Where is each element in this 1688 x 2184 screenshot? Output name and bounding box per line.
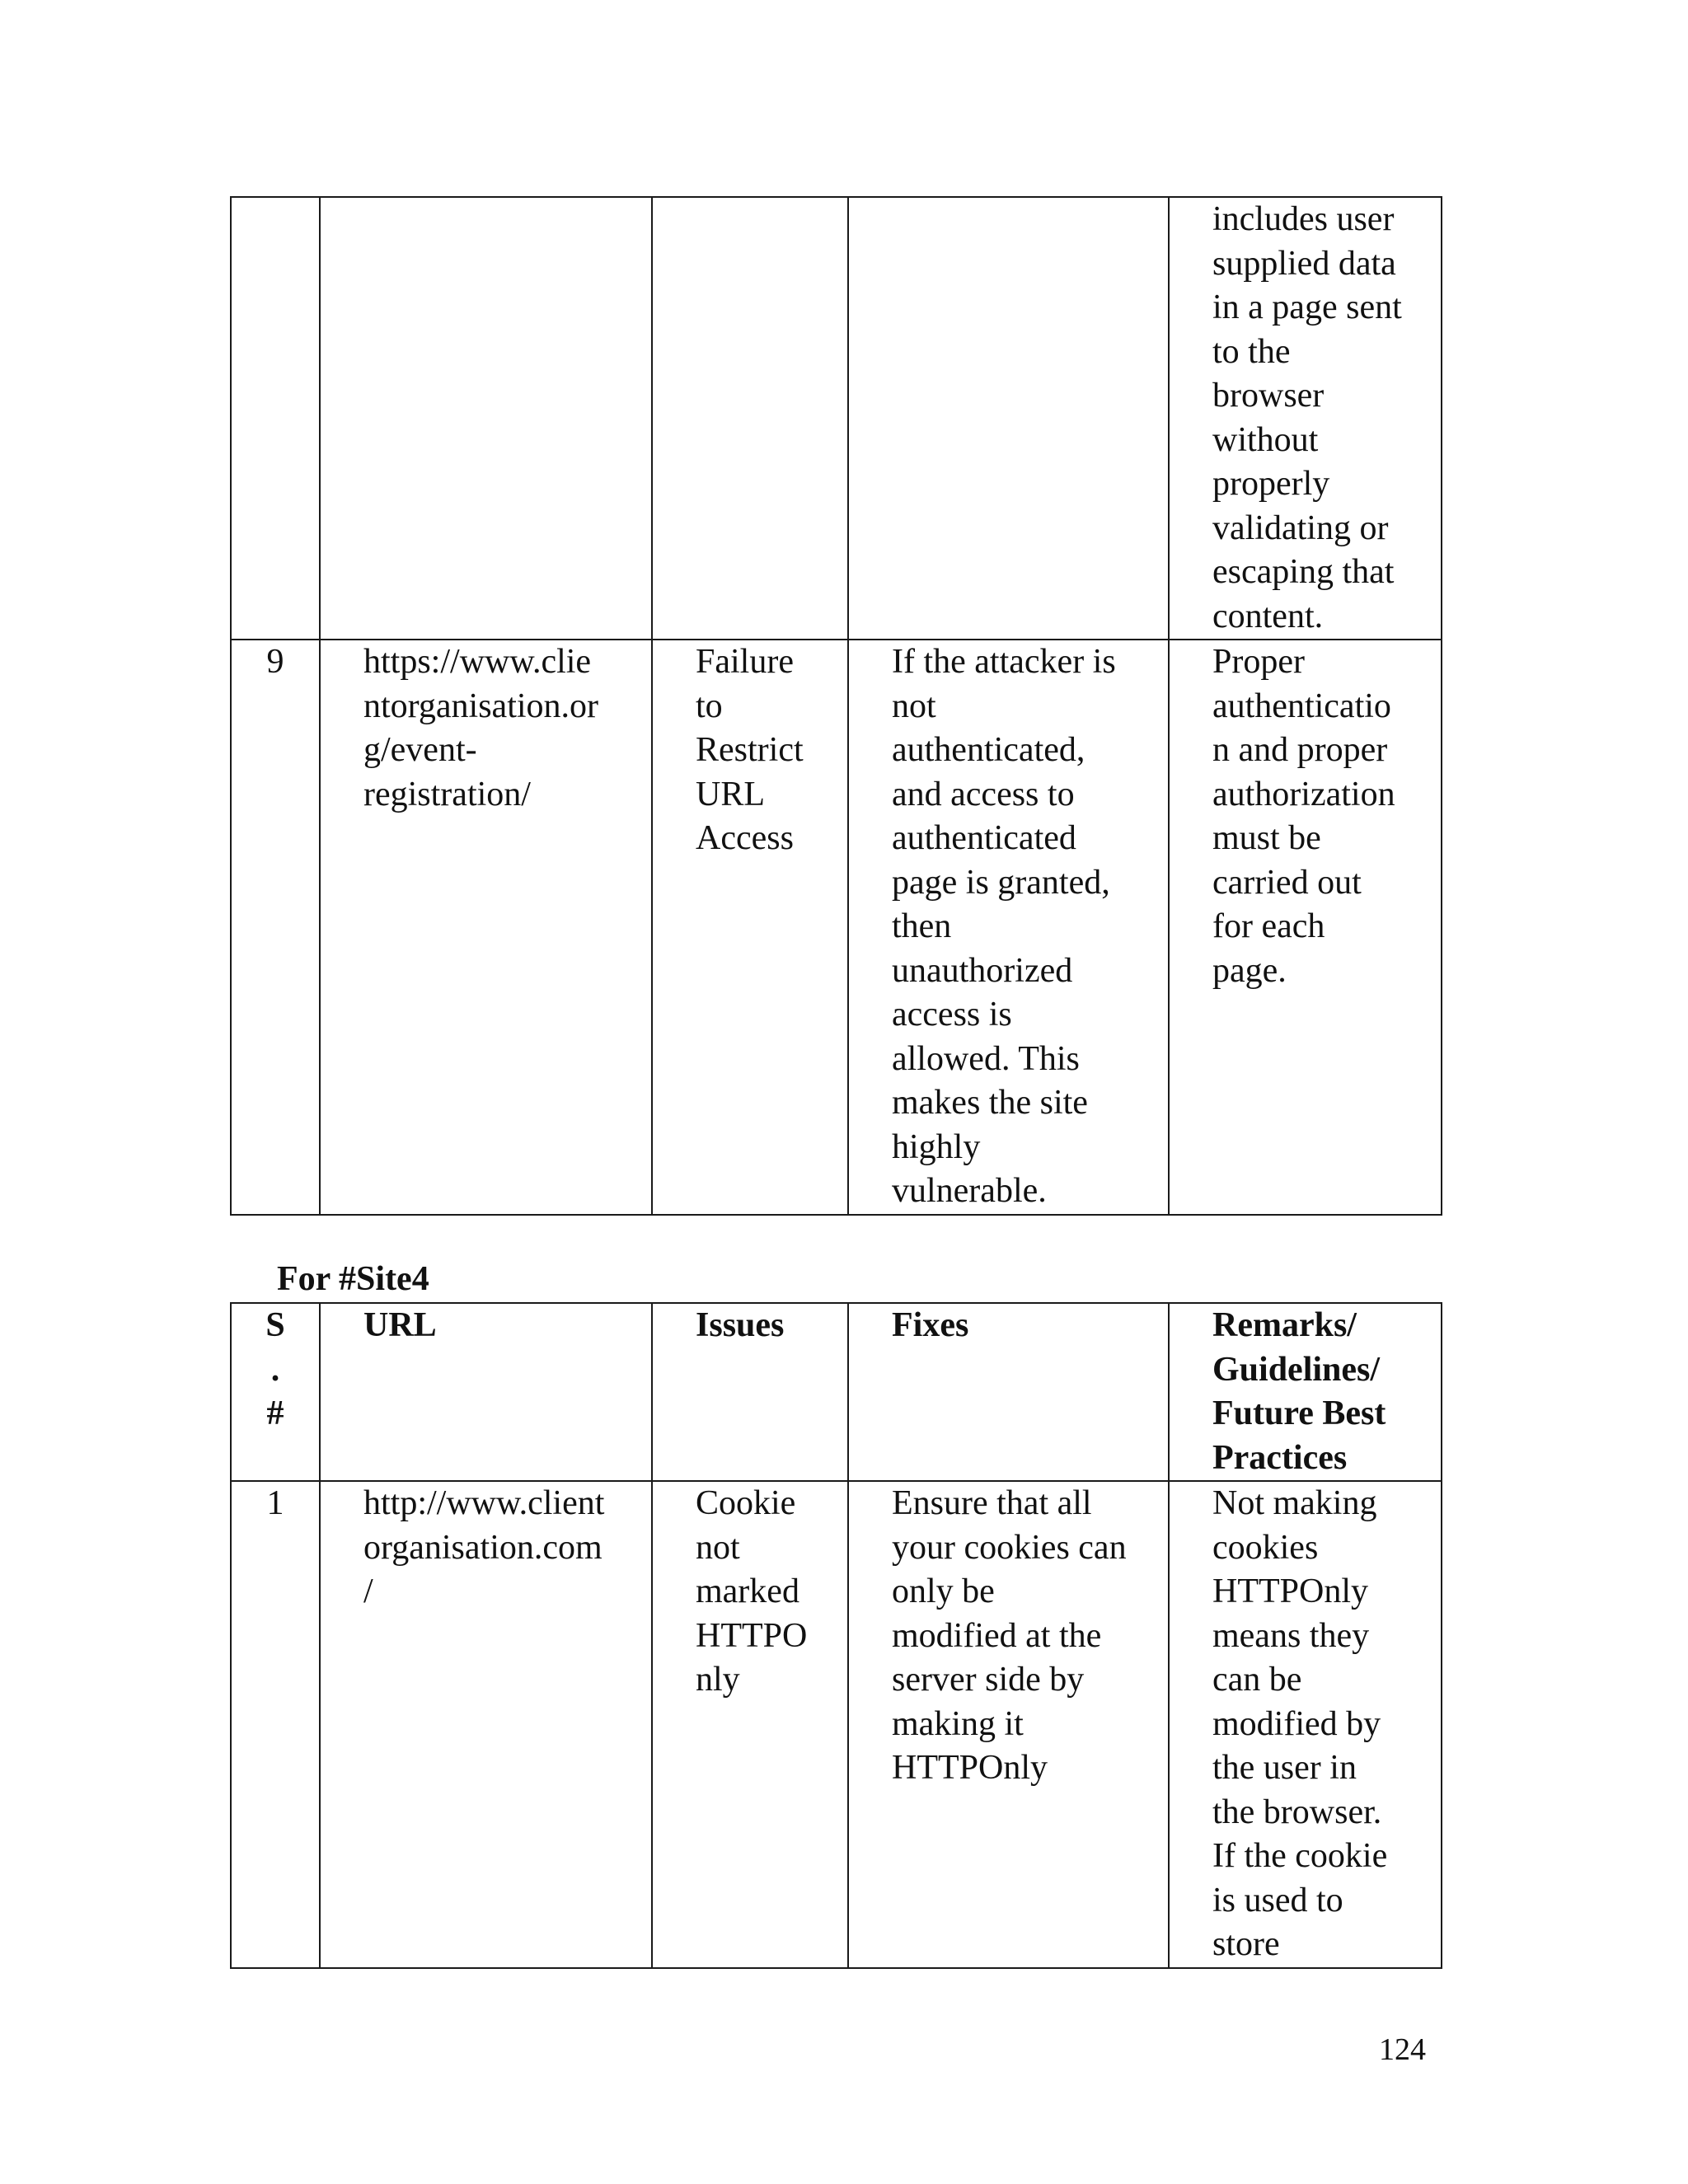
page-number: 124 bbox=[1379, 2032, 1426, 2067]
serial-number-cell: 9 bbox=[231, 640, 320, 1215]
table-row bbox=[231, 640, 1442, 1215]
header-issues: Issues bbox=[652, 1303, 848, 1481]
section-heading: For #Site4 bbox=[277, 1260, 429, 1298]
fix-cell: If the attacker is not authenticated, and access to authenticated page is granted, then unauthorized access is allowed. This makes the site highly vulnerable. bbox=[848, 640, 1169, 1215]
table-header-row bbox=[231, 1303, 1442, 1481]
header-remarks: Remarks/ Guidelines/ Future Best Practices bbox=[1169, 1303, 1442, 1481]
issue-cell bbox=[652, 197, 848, 640]
serial-number-cell bbox=[231, 197, 320, 640]
site4-findings-table bbox=[230, 1302, 1442, 1969]
table-row bbox=[231, 1481, 1442, 1968]
remark-cell: includes user supplied data in a page sent to the browser without properly validating or escaping that content. bbox=[1169, 197, 1442, 640]
table-row bbox=[231, 197, 1442, 640]
url-cell: https://www.clie ntorganisation.or g/event- registration/ bbox=[320, 640, 652, 1215]
url-cell bbox=[320, 197, 652, 640]
fix-cell: Ensure that all your cookies can only be modified at the server side by making it HTTPOnly bbox=[848, 1481, 1169, 1968]
remark-cell: Proper authenticatio n and proper authorization must be carried out for each page. bbox=[1169, 640, 1442, 1215]
continued-findings-table bbox=[230, 196, 1442, 1216]
header-url: URL bbox=[320, 1303, 652, 1481]
serial-number-cell: 1 bbox=[231, 1481, 320, 1968]
issue-cell: Cookie not marked HTTPO nly bbox=[652, 1481, 848, 1968]
header-fixes: Fixes bbox=[848, 1303, 1169, 1481]
issue-cell: Failure to Restrict URL Access bbox=[652, 640, 848, 1215]
fix-cell bbox=[848, 197, 1169, 640]
remark-cell: Not making cookies HTTPOnly means they can be modified by the user in the browser. If the cookie is used to store bbox=[1169, 1481, 1442, 1968]
url-cell: http://www.client organisation.com / bbox=[320, 1481, 652, 1968]
header-serial-number: S . # bbox=[231, 1303, 320, 1481]
